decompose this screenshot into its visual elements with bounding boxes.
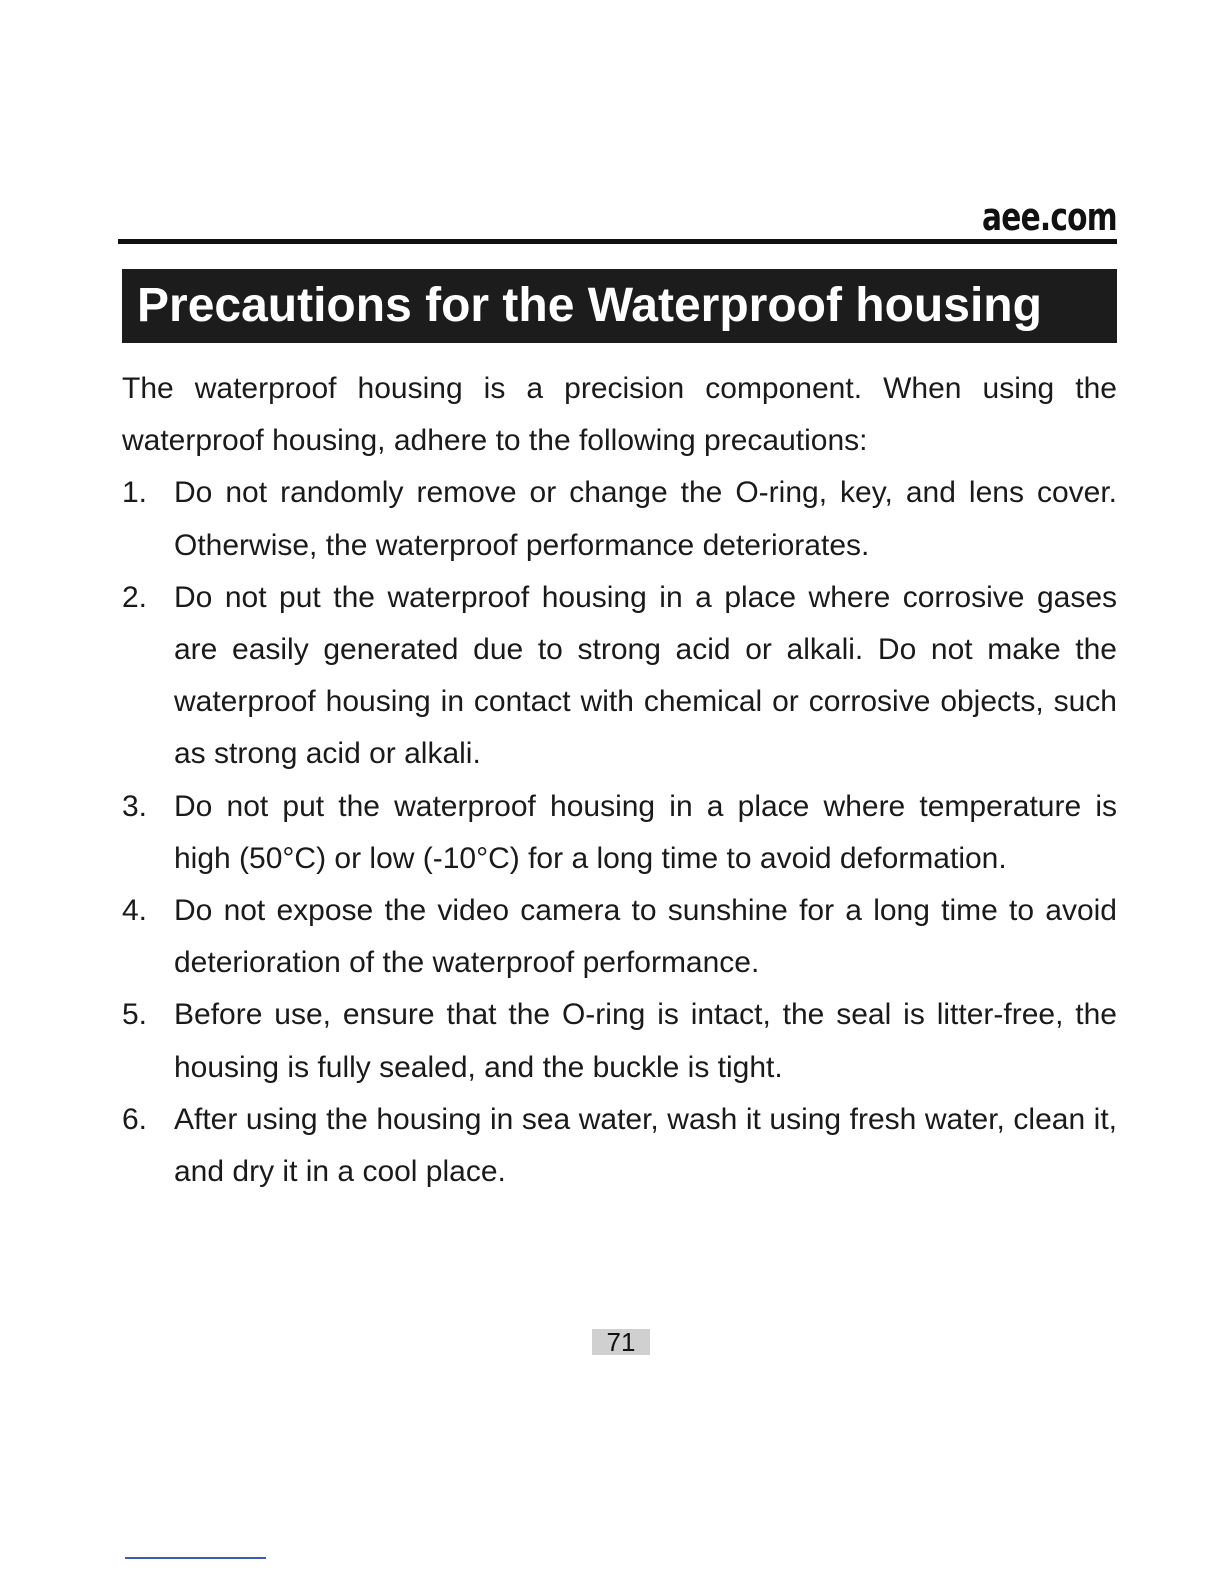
list-item	[122, 781, 1117, 885]
list-item-number: 6.	[122, 1102, 148, 1136]
page-title: Precautions for the Waterproof housing	[137, 279, 1042, 332]
list-item-text: After using the housing in sea water, wash it using fresh water, clean it, and dry it in a cool place.	[174, 1102, 1117, 1189]
list-item-text: Do not put the waterproof housing in a place where corrosive gases are easily generated due to strong acid or alkali. Do not make the waterproof housing in contact with chemical or corrosive objects, such as strong acid or alkali.	[174, 580, 1117, 771]
list-item	[122, 1094, 1117, 1198]
header-divider	[118, 239, 1117, 244]
main-content	[122, 363, 1117, 1198]
list-item-number: 1.	[122, 476, 148, 510]
list-item	[122, 572, 1117, 781]
title-banner	[122, 269, 1117, 343]
footer-link-underline	[125, 1557, 266, 1559]
list-item	[122, 467, 1117, 571]
intro-paragraph: The waterproof housing is a precision component. When using the waterproof housing, adhere to the following precautions:	[122, 372, 1117, 458]
list-item-text: Do not randomly remove or change the O-ring, key, and lens cover. Otherwise, the waterproof performance deteriorates.	[174, 476, 1117, 562]
precautions-list	[122, 467, 1117, 1198]
list-item-text: Do not put the waterproof housing in a place where temperature is high (50°C) or low (-10°C) for a long time to avoid deformation.	[174, 789, 1117, 875]
list-item-number: 5.	[122, 998, 148, 1032]
list-item-text: Before use, ensure that the O-ring is intact, the seal is litter-free, the housing is fully sealed, and the buckle is tight.	[174, 998, 1117, 1084]
brand-logo-text: aee.com	[982, 195, 1117, 239]
list-item-number: 3.	[122, 789, 148, 823]
page-number: 71	[592, 1329, 650, 1355]
list-item	[122, 989, 1117, 1093]
list-item-number: 2.	[122, 580, 148, 614]
list-item	[122, 885, 1117, 989]
list-item-number: 4.	[122, 894, 148, 928]
list-item-text: Do not expose the video camera to sunshine for a long time to avoid deterioration of the waterproof performance.	[174, 894, 1117, 980]
